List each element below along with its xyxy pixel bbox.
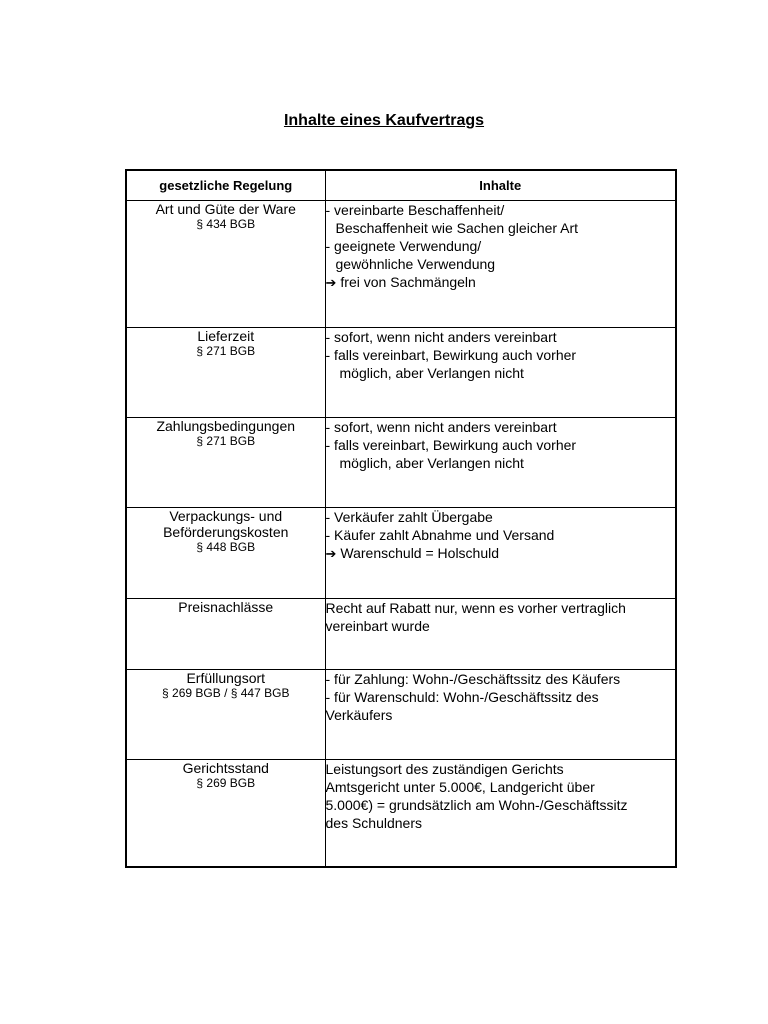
arrow-right-icon: ➔ xyxy=(325,275,337,290)
table-row xyxy=(126,328,676,418)
content-line: - sofort, wenn nicht anders vereinbart xyxy=(325,329,557,345)
contents-cell xyxy=(325,418,676,508)
regulation-paragraph: § 434 BGB xyxy=(196,217,256,231)
arrow-right-icon: ➔ xyxy=(325,546,337,561)
regulation-cell xyxy=(126,760,325,867)
content-line: Amtsgericht unter 5.000€, Landgericht über xyxy=(325,779,595,795)
content-line: - vereinbarte Beschaffenheit/ xyxy=(325,202,505,218)
page-title: Inhalte eines Kaufvertrags xyxy=(283,112,485,129)
contents-cell xyxy=(325,508,676,599)
regulation-name: Beförderungskosten xyxy=(163,524,289,540)
regulation-cell xyxy=(126,599,325,670)
content-line: - für Zahlung: Wohn-/Geschäftssitz des Käufers xyxy=(325,671,621,687)
content-line: - falls vereinbart, Bewirkung auch vorher xyxy=(325,437,577,453)
regulation-name: Erfüllungsort xyxy=(186,670,266,686)
table-row xyxy=(126,418,676,508)
content-line: Leistungsort des zuständigen Gerichts xyxy=(325,761,564,777)
regulation-name: Preisnachlässe xyxy=(178,599,274,615)
content-line: - falls vereinbart, Bewirkung auch vorher xyxy=(325,347,577,363)
regulation-cell xyxy=(126,670,325,760)
regulation-paragraph: § 271 BGB xyxy=(196,344,256,358)
content-line: Beschaffenheit wie Sachen gleicher Art xyxy=(335,220,579,236)
header-legal-regulation: gesetzliche Regelung xyxy=(126,170,325,201)
regulation-cell xyxy=(126,201,325,328)
regulation-name: Art und Güte der Ware xyxy=(155,201,296,217)
content-line: Verkäufers xyxy=(325,707,393,723)
regulation-name: Zahlungsbedingungen xyxy=(156,418,296,434)
table-header-row xyxy=(126,170,676,201)
table-row xyxy=(126,508,676,599)
regulation-name: Verpackungs- und xyxy=(169,508,283,524)
contents-cell xyxy=(325,670,676,760)
content-line: - sofort, wenn nicht anders vereinbart xyxy=(325,419,557,435)
header-contents: Inhalte xyxy=(325,170,676,201)
content-line: - Käufer zahlt Abnahme und Versand xyxy=(325,527,555,543)
regulation-cell xyxy=(126,508,325,599)
contents-cell xyxy=(325,328,676,418)
regulation-paragraph: § 448 BGB xyxy=(196,540,256,554)
regulation-paragraph: § 271 BGB xyxy=(196,434,256,448)
content-line: 5.000€) = grundsätzlich am Wohn-/Geschäftssitz xyxy=(325,797,628,813)
table-row xyxy=(126,201,676,328)
regulation-name: Gerichtsstand xyxy=(182,760,269,776)
regulation-name: Lieferzeit xyxy=(197,328,255,344)
content-line: - Verkäufer zahlt Übergabe xyxy=(325,509,493,525)
regulation-paragraph: § 269 BGB xyxy=(196,776,256,790)
table-row xyxy=(126,760,676,867)
contents-cell xyxy=(325,599,676,670)
table-row xyxy=(126,670,676,760)
content-line: möglich, aber Verlangen nicht xyxy=(339,365,524,381)
content-line: - geeignete Verwendung/ xyxy=(325,238,482,254)
regulation-cell xyxy=(126,418,325,508)
contract-contents-table xyxy=(125,169,677,868)
content-line: des Schuldners xyxy=(325,815,423,831)
regulation-paragraph: § 269 BGB / § 447 BGB xyxy=(162,686,290,700)
contents-cell xyxy=(325,201,676,328)
content-line: - für Warenschuld: Wohn-/Geschäftssitz des xyxy=(325,689,599,705)
content-line: Recht auf Rabatt nur, wenn es vorher vertraglich xyxy=(325,600,626,616)
contents-cell xyxy=(325,760,676,867)
content-line: Warenschuld = Holschuld xyxy=(340,545,500,561)
content-line: vereinbart wurde xyxy=(325,618,430,634)
table-row xyxy=(126,599,676,670)
regulation-cell xyxy=(126,328,325,418)
content-line: frei von Sachmängeln xyxy=(340,274,476,290)
content-line: gewöhnliche Verwendung xyxy=(335,256,496,272)
content-line: möglich, aber Verlangen nicht xyxy=(339,455,524,471)
